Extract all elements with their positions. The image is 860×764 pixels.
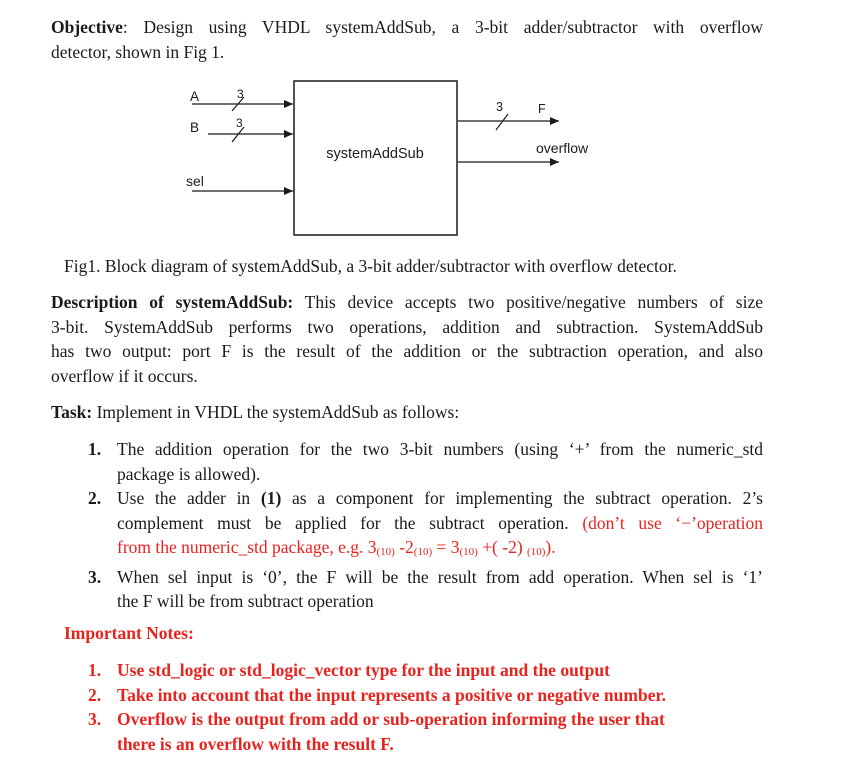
- note-item-1-text: Use std_logic or std_logic_vector type for the input and the output: [117, 660, 610, 680]
- task-item-3-line-1: When sel input is ‘0’, the F will be the result from add operation. When sel is ‘1’: [117, 566, 763, 587]
- input-a-width: 3: [237, 87, 244, 101]
- output-f-width: 3: [496, 100, 503, 114]
- figure-caption: [64, 254, 784, 279]
- description-label: Description of systemAddSub:: [51, 292, 294, 312]
- caption-text: Fig1. Block diagram of systemAddSub, a 3-bit adder/subtractor with overflow detector.: [64, 256, 677, 276]
- note-item-2-text: Take into account that the input represents a positive or negative number.: [117, 684, 667, 705]
- note-item-3-line-1: Overflow is the output from add or sub-operation informing the user that: [117, 709, 665, 729]
- task-item-number: 1.: [88, 439, 102, 459]
- block-label: systemAddSub: [326, 146, 424, 162]
- text-segment: -2: [394, 537, 414, 557]
- task-item-1-line-2: package is allowed).: [117, 463, 261, 484]
- notes-heading: [64, 621, 776, 646]
- input-a-label: A: [190, 89, 200, 104]
- note-item-3-line-2: there is an overflow with the result F.: [117, 733, 394, 754]
- description-line-1: [51, 290, 763, 315]
- output-f-bus-slash: [496, 114, 508, 130]
- task-label: Task:: [51, 402, 93, 422]
- text-segment: from the numeric_std package, e.g. 3: [117, 537, 377, 557]
- input-sel-label: sel: [186, 173, 204, 189]
- note-item-number: 3.: [88, 709, 102, 729]
- task-item-1: [88, 437, 763, 486]
- objective-text: : Design using VHDL systemAddSub, a 3-bit adder/subtractor with overflow: [122, 17, 763, 37]
- subscript: (10): [459, 546, 478, 558]
- objective-line-2: detector, shown in Fig 1.: [51, 41, 225, 62]
- note-item-3: [88, 707, 768, 756]
- description-paragraph: [51, 290, 763, 388]
- subscript: (10): [413, 546, 433, 558]
- output-overflow-label: overflow: [536, 140, 589, 156]
- subscript: (10): [376, 546, 395, 558]
- output-f-label: F: [538, 102, 546, 116]
- text-segment: Use the adder in: [117, 488, 261, 508]
- note-item-number: 1.: [88, 660, 102, 680]
- objective-label: Objective: [51, 17, 123, 37]
- text-segment: ).: [545, 537, 556, 557]
- task-item-3: [88, 565, 763, 614]
- note-item-number: 2.: [88, 684, 102, 705]
- subscript: (10): [527, 546, 546, 558]
- note-item-1: [88, 658, 768, 683]
- text-segment: as a component for implementing the subtract operation. 2’s: [281, 488, 763, 508]
- block-diagram: [0, 0, 860, 260]
- description-line-3: has two output: port F is the result of the addition or the subtraction operation, and also: [51, 341, 763, 361]
- task-text: Implement in VHDL the systemAddSub as follows:: [92, 402, 460, 422]
- task-item-number: 2.: [88, 488, 102, 508]
- description-line-2: 3-bit. SystemAddSub performs two operations, addition and subtraction. SystemAddSub: [51, 316, 763, 337]
- text-segment-bold: (1): [260, 488, 282, 508]
- task-item-2-line-2: [117, 511, 763, 536]
- input-b-label: B: [190, 120, 200, 135]
- note-item-2: [88, 683, 768, 708]
- task-item-2-line-1: [117, 486, 763, 511]
- task-item-2-line-3: [117, 535, 763, 565]
- text-segment: +( -2): [477, 537, 528, 557]
- text-segment: complement must be applied for the subtract operation.: [117, 512, 583, 533]
- task-list: [88, 437, 763, 614]
- task-item-1-line-1: The addition operation for the two 3-bit numbers (using ‘+’ from the numeric_std: [117, 439, 763, 459]
- description-line-4: overflow if it occurs.: [51, 365, 198, 386]
- input-b-width: 3: [236, 116, 243, 130]
- task-item-2: [88, 486, 763, 565]
- description-text-1: This device accepts two positive/negative numbers of size: [293, 292, 763, 312]
- task-item-number: 3.: [88, 566, 102, 587]
- task-item-3-line-2: the F will be from subtract operation: [117, 591, 374, 611]
- notes-title: Important Notes:: [64, 623, 194, 643]
- task-heading: [51, 400, 763, 425]
- text-segment: = 3: [432, 537, 460, 557]
- text-segment-red: (don’t use ‘−’operation: [582, 512, 763, 533]
- notes-list: [88, 658, 768, 756]
